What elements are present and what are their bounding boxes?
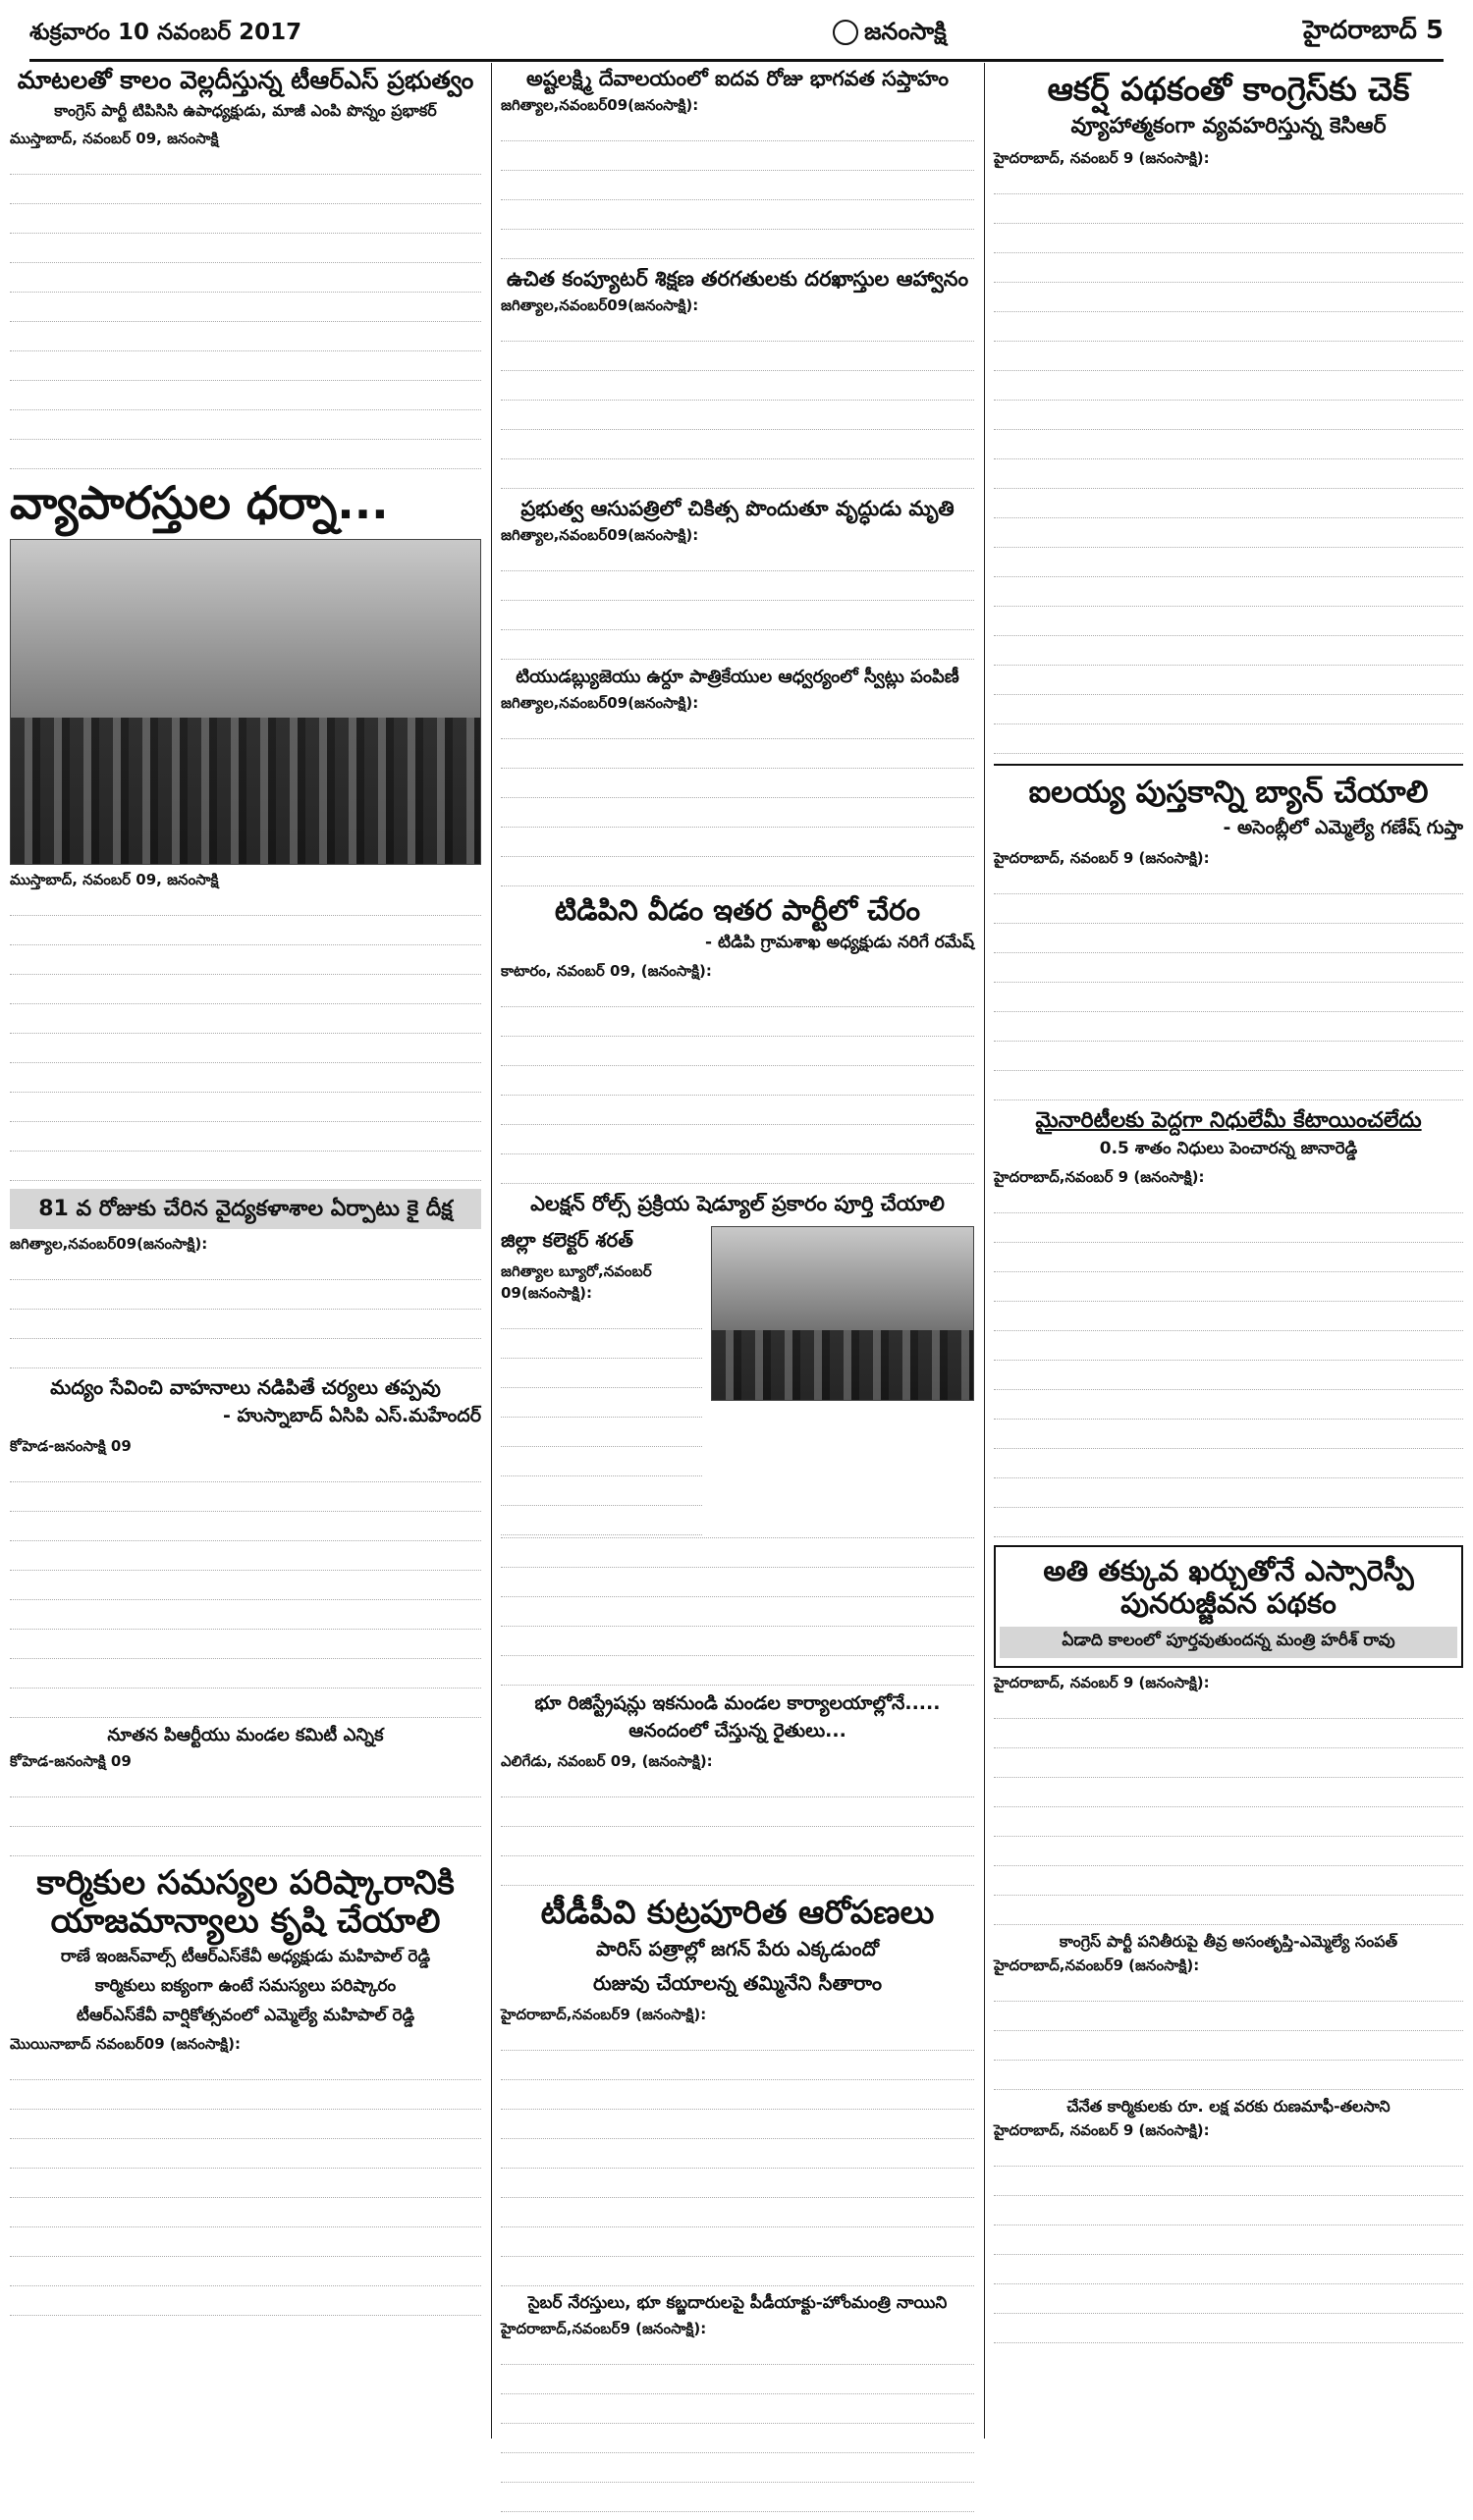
article-akarsh-scheme [994,71,1463,754]
dateline: హైదరాబాద్,నవంబర్9 (జనంసాక్షి): [994,1956,1200,1974]
paper-logo [833,18,947,51]
subheadline: కాంగ్రెస్ పార్టీ టిపిసిసి ఉపాధ్యక్షుడు, మాజీ ఎంపి పొన్నం ప్రభాకర్ [54,100,437,120]
subheadline: రాణే ఇంజన్‌వాల్స్ టీఆర్‌ఎస్‌కేవీ అధ్యక్షుడు మహిపాల్ రెడ్డి [60,1946,431,1966]
article-body [501,550,974,660]
article-hospital-death [501,497,974,660]
article-election-rolls [501,1192,974,1685]
dateline: జగిత్యాల,నవంబర్09(జనంసాక్షి): [501,694,699,713]
article-body [501,120,974,259]
headline: సైబర్ నేరస్తులు, భూ కబ్జదారులపై పీడీయాక్టు-హోంమంత్రి నాయిని [527,2293,948,2314]
dateline: హైదరాబాద్, నవంబర్ 9 (జనంసాక్షి): [994,1673,1210,1691]
subheadline: - హుస్నాబాద్ ఏసిపి ఎస్.మహేందర్ [223,1404,481,1426]
article-bhagavata-saptaham [501,67,974,259]
headline: భూ రిజిస్ట్రేషన్లు ఇకనుండి మండల కార్యాలయాల్లోనే..... [534,1691,941,1714]
article-body [994,1697,1463,1925]
headline: 81 వ రోజుకు చేరిన వైద్యకళాశాల ఏర్పాటు కై దీక్ష [10,1189,481,1229]
article-medical-college-deeksha [10,1189,481,1368]
subheadline: రుజువు చేయాలన్న తమ్మినేని సీతారాం [593,1971,882,1996]
subheadline: టీఆర్‌ఎస్‌కేవీ వార్షికోత్సవంలో ఎమ్మెల్యే మహిపాల్ రెడ్డి [76,2005,415,2025]
subheadline: వ్యూహాత్మకంగా వ్యవహరిస్తున్న కెసిఆర్ [1070,113,1387,138]
dateline: ఎలిగేడు, నవంబర్ 09, (జనంసాక్షి): [501,1752,713,1771]
dateline: జగిత్యాల,నవంబర్09(జనంసాక్షి): [10,1234,208,1253]
headline: టియుడబ్ల్యుజెయు ఉర్దూ పాత్రికేయుల ఆధ్వర్యంలో స్వీట్లు పంపిణీ [516,667,959,688]
headline: ప్రభుత్వ ఆసుపత్రిలో చికిత్స పొందుతూ వృద్ధుడు మృతి [520,497,955,521]
column-left [10,67,481,2324]
subheadline: పారిస్ పత్రాల్లో జగన్ పేరు ఎక్కడుందో [596,1937,879,1961]
dateline: కాటారం, నవంబర్ 09, (జనంసాక్షి): [501,962,712,981]
dateline: హైదరాబాద్,నవంబర్ 9 (జనంసాక్షి): [994,1167,1205,1186]
article-body [501,2029,974,2286]
article-minorities-funds [994,1108,1463,1537]
article-tdp-allegations [501,1894,974,2286]
article-body [10,1776,481,1856]
article-body [501,1308,702,1535]
dateline: జగిత్యాల,నవంబర్09(జనంసాక్షి): [501,526,699,545]
dateline: హైదరాబాద్, నవంబర్ 9 (జనంసాక్షి): [994,148,1210,167]
dateline: కోహెడ-జనంసాక్షి 09 [10,1436,132,1455]
headline: ఆకర్ష్ పథకంతో కాంగ్రెస్‌కు చెక్ [1047,70,1410,108]
column-middle [501,67,974,2520]
article-body [994,1980,1463,2090]
page-number: 5 [1425,16,1444,45]
article-traders-dharna [10,477,481,1181]
article-ilaiah-book-ban [994,776,1463,1100]
article-handloom-loan-waiver [994,2098,1463,2343]
subheadline: ఆనందంలో చేస్తున్న రైతులు... [628,1720,846,1743]
article-body [10,153,481,469]
headline: అష్టలక్ష్మి దేవాలయంలో ఐదవ రోజు భాగవత సప్తాహం [525,67,950,90]
article-body [994,173,1463,754]
dateline: హైదరాబాద్, నవంబర్ 9 (జనంసాక్షి): [994,2121,1210,2140]
article-congress-dissatisfaction [994,1933,1463,2090]
headline: మాటలతో కాలం వెల్లదీస్తున్న టీఆర్ఎస్ ప్రభుత్వం [17,66,474,94]
article-body [10,1259,481,1368]
subheadline: 0.5 శాతం నిధులు పెంచారన్న జానారెడ్డి [1099,1138,1358,1158]
article-tdp-ramesh [501,894,974,1184]
dateline: జగిత్యాల బ్యూరో,నవంబర్ 09(జనంసాక్షి): [501,1261,652,1302]
article-body [994,1192,1463,1537]
page-date: శుక్రవారం 10 నవంబర్ 2017 [29,20,302,45]
subheadline: జిల్లా కలెక్టర్ శరత్ [501,1227,633,1252]
article-body [994,873,1463,1100]
article-body [501,320,974,489]
article-body [10,2059,481,2316]
article-body [994,2145,1463,2343]
column-divider [984,63,985,2439]
headline: టీడీపీవి కుట్రపూరిత ఆరోపణలు [540,1893,935,1932]
dateline: హైదరాబాద్,నవంబర్9 (జనంసాక్షి): [501,2319,707,2337]
headline: ఐలయ్య పుస్తకాన్ని బ్యాన్ చేయాలి [1028,774,1429,810]
article-body [501,2343,974,2512]
dateline: ముస్తాబాద్, నవంబర్ 09, జనంసాక్షి [10,129,219,147]
headline: మద్యం సేవించి వాహనాలు నడిపితే చర్యలు తప్పవు [50,1374,441,1399]
meeting-photo [711,1226,974,1401]
headline: నూతన పిఆర్టీయు మండల కమిటీ ఎన్నిక [107,1724,384,1745]
dateline: జగిత్యాల,నవంబర్09(జనంసాక్షి): [501,296,699,315]
article-drunk-driving [10,1376,481,1718]
article-cyber-crime [501,2294,974,2512]
page-edition [1303,16,1444,51]
subheadline: - టిడిపి గ్రామశాఖ అధ్యక్షుడు నరిగే రమేష్ [705,933,974,953]
column-divider [491,63,492,2439]
article-srsp-rejuvenation [994,1545,1463,1925]
article-computer-training [501,267,974,489]
article-body [10,894,481,1181]
article-land-registration [501,1693,974,1887]
subheadline: - అసెంబ్లీలో ఎమ్మెల్యే గణేష్ గుప్తా [1223,816,1463,838]
subheadline: ఏడాది కాలంలో పూర్తవుతుందన్న మంత్రి హరీశ్ రావు [1000,1627,1457,1658]
headline: టిడిపిని వీడం ఇతర పార్టీలో చేరం [554,893,921,928]
article-prtu-committee [10,1726,481,1856]
dateline: హైదరాబాద్, నవంబర్ 9 (జనంసాక్షి): [994,848,1210,867]
article-workers-issues [10,1864,481,2316]
subheadline: కార్మికులు ఐక్యంగా ఉంటే సమస్యలు పరిష్కారం [94,1975,397,1996]
article-body [501,1776,974,1886]
article-body [501,718,974,886]
paper-name: జనంసాక్షి [864,18,947,45]
headline: అతి తక్కువ ఖర్చుతోనే ఎస్సారెస్పీ పునరుజ్జీవన పథకం [1043,1553,1414,1621]
dateline: కోహెడ-జనంసాక్షి 09 [10,1751,132,1770]
column-right [994,67,1463,2351]
article-body [10,1461,481,1718]
headline: కార్మికుల సమస్యల పరిష్కారానికి యాజమాన్యాలు కృషి చేయాలి [36,1862,455,1941]
dateline: హైదరాబాద్,నవంబర్9 (జనంసాక్షి): [501,2006,707,2024]
article-trs-government [10,67,481,469]
dateline: మొయినాబాద్ నవంబర్09 (జనంసాక్షి): [10,2034,241,2053]
headline: వ్యాపారస్తుల ధర్నా... [10,475,389,529]
headline: ఉచిత కంప్యూటర్ శిక్షణ తరగతులకు దరఖాస్తుల ఆహ్వానం [506,267,969,292]
masthead [29,14,1444,62]
dateline: ముస్తాబాద్, నవంబర్ 09, జనంసాక్షి [10,870,219,888]
edition-city: హైదరాబాద్ [1303,16,1417,45]
headline: కాంగ్రెస్ పార్టీ పనితీరుపై తీవ్ర అసంతృప్తి-ఎమ్మెల్యే సంపత్ [1059,1931,1398,1951]
article-sweets-distribution [501,668,974,886]
headline: మైనారిటీలకు పెద్దగా నిధులేమీ కేటాయించలేదు [1035,1107,1422,1133]
headline: చేనేత కార్మికులకు రూ. లక్ష వరకు రుణమాఫీ-తలసాని [1066,2096,1391,2116]
article-body [501,986,974,1184]
protest-photo [10,539,481,865]
headline: ఎలక్షన్ రోల్స్ ప్రక్రియ షెడ్యూల్ ప్రకారం పూర్తి చేయాలి [530,1192,945,1216]
paper-logo-icon [833,20,858,45]
dateline: జగిత్యాల,నవంబర్09(జనంసాక్షి): [501,96,699,115]
